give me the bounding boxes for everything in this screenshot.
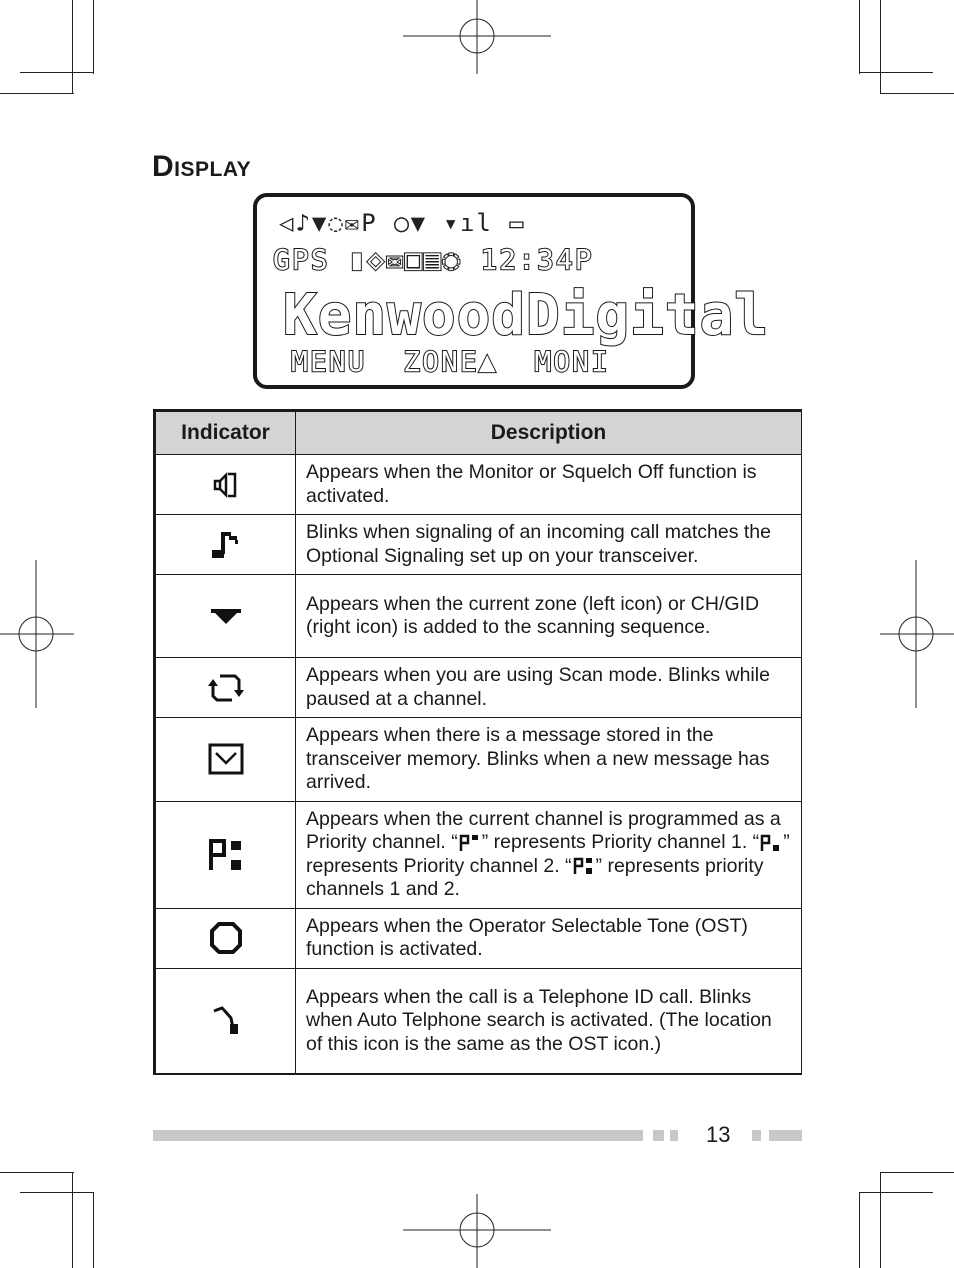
crop-mark: [20, 72, 94, 73]
crop-mark: [93, 1192, 94, 1268]
page-number: 13: [706, 1122, 731, 1147]
crop-mark: [859, 1192, 860, 1268]
footer-block: [769, 1130, 802, 1141]
ost-circle-icon: [207, 921, 245, 955]
crop-mark: [880, 1172, 954, 1173]
table-row: [155, 968, 802, 1074]
row-description: Appears when the call is a Telephone ID call. Blinks when Auto Telphone search is activated. (The location of this icon is the same as the OST icon.): [296, 968, 802, 1074]
priority-1-2-icon: [573, 857, 595, 875]
row-description: Blinks when signaling of an incoming call matches the Optional Signaling set up on your transceiver.: [296, 515, 802, 575]
table-row: [155, 455, 802, 515]
footer-block: [670, 1130, 678, 1141]
table-row: [155, 908, 802, 968]
crop-mark: [93, 0, 94, 74]
row-description: [296, 801, 802, 908]
footer-block: [653, 1130, 664, 1141]
row-description: Appears when the current zone (left icon) or CH/GID (right icon) is added to the scanning sequence.: [296, 575, 802, 658]
crop-mark: [859, 72, 933, 73]
indicator-table: [153, 409, 802, 1075]
registration-mark-icon: [403, 0, 551, 74]
table-row: [155, 515, 802, 575]
table-row: [155, 658, 802, 718]
lcd-display: [253, 193, 770, 389]
indicator-header: Indicator: [155, 411, 296, 455]
crop-mark: [0, 93, 74, 94]
crop-mark: [20, 1192, 94, 1193]
registration-mark-icon: [0, 560, 74, 708]
crop-mark: [880, 93, 954, 94]
crop-mark: [72, 1172, 73, 1268]
envelope-icon: [207, 742, 245, 776]
registration-mark-icon: [403, 1194, 551, 1268]
section-title: Display: [152, 150, 252, 183]
priority-2-icon: [760, 834, 782, 852]
footer-block: [752, 1130, 761, 1141]
registration-mark-icon: [880, 560, 954, 708]
crop-mark: [72, 0, 73, 94]
row-description: Appears when there is a message stored in the transceiver memory. Blinks when a new message has arrived.: [296, 718, 802, 802]
description-text: ” represents Priority channel 2. “: [306, 831, 790, 877]
priority-icon: [207, 838, 245, 872]
music-note-icon: [208, 528, 244, 562]
row-description: Appears when the Operator Selectable Tone (OST) function is activated.: [296, 908, 802, 968]
lcd-main-text: KenwoodDigital: [283, 283, 770, 348]
lcd-softkeys: MENU ZONE▲ MONI: [291, 345, 610, 378]
crop-mark: [859, 1192, 933, 1193]
table-row: [155, 718, 802, 802]
scan-add-triangle-icon: [208, 604, 244, 628]
priority-1-icon: [459, 834, 481, 852]
row-description: Appears when you are using Scan mode. Blinks while paused at a channel.: [296, 658, 802, 718]
table-row: [155, 575, 802, 658]
monitor-speaker-icon: [211, 471, 241, 499]
description-text: ” represents priority channels 1 and 2.: [306, 854, 764, 900]
crop-mark: [859, 0, 860, 74]
lcd-status-row: GPS ▮◇✉▣▤◌ 12:34P: [273, 243, 594, 276]
telephone-icon: [209, 1004, 243, 1038]
description-text: Appears when the current channel is programmed as a Priority channel. “: [306, 807, 781, 853]
scan-loop-icon: [208, 671, 244, 705]
row-description: Appears when the Monitor or Squelch Off function is activated.: [296, 455, 802, 515]
table-header-row: [155, 411, 802, 455]
lcd-icon-row: ◁♪▼◌✉P ◯▼ ▾ıl ▭: [279, 209, 526, 237]
table-row: [155, 801, 802, 908]
crop-mark: [880, 0, 881, 94]
crop-mark: [0, 1172, 74, 1173]
crop-mark: [880, 1172, 881, 1268]
description-header: Description: [296, 411, 802, 455]
description-text: ” represents Priority channel 1. “: [481, 831, 760, 853]
footer-bar: [153, 1130, 643, 1141]
